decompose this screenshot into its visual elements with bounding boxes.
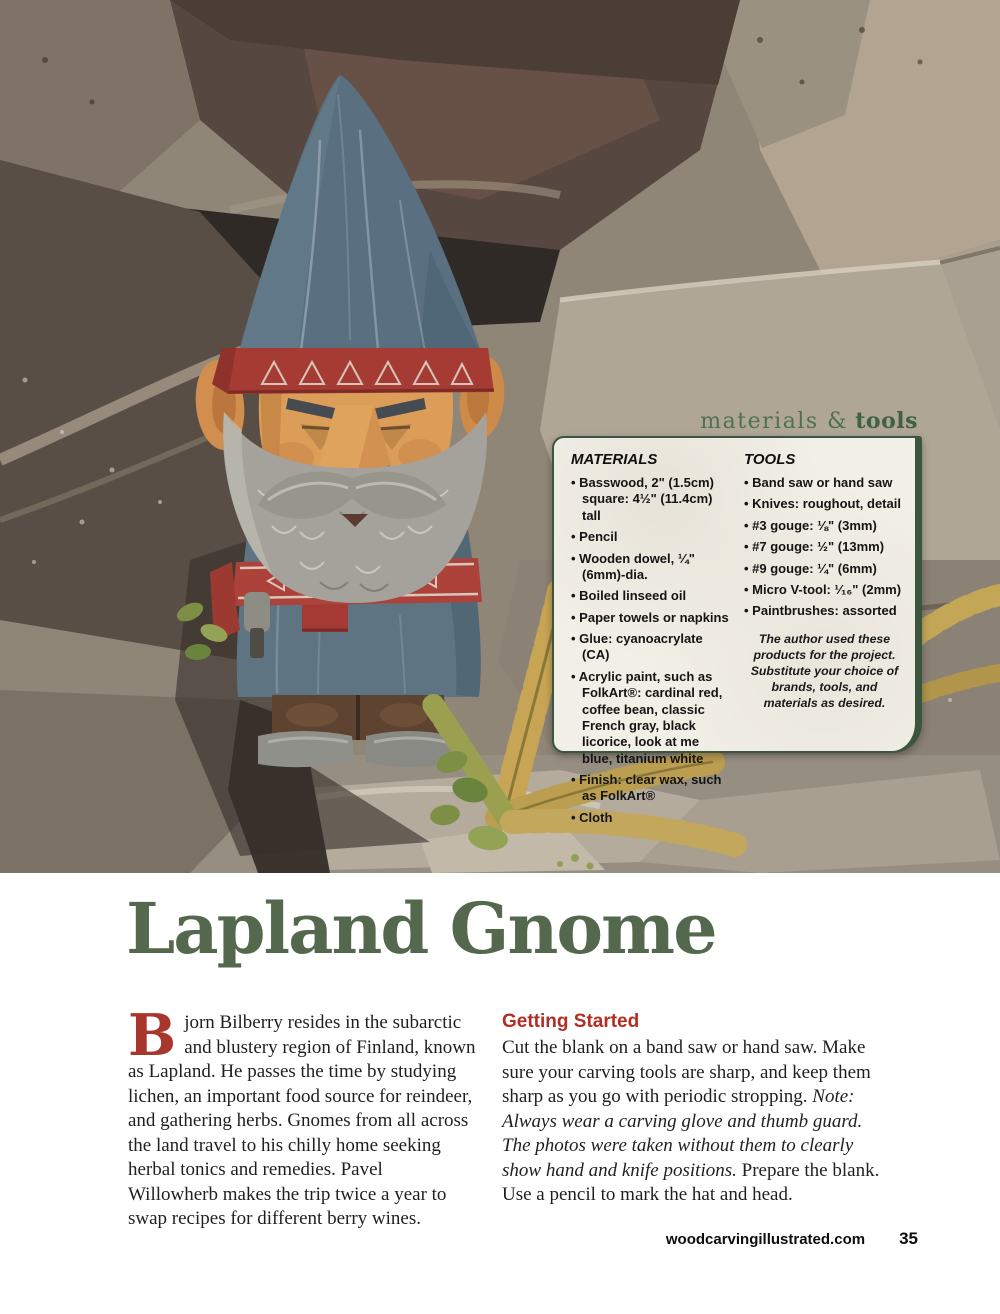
list-item: • Paintbrushes: assorted (744, 603, 905, 619)
article-title: Lapland Gnome (126, 887, 716, 970)
gnome-hat-band (212, 348, 494, 394)
gs-text-1: Cut the blank on a band saw or hand saw. Make sure your carving tools are sharp, and keep them sharp as you go with periodic stropping. (502, 1037, 871, 1107)
list-item: • Boiled linseed oil (571, 588, 732, 604)
list-item: • Pencil (571, 529, 732, 545)
intro-text: jorn Bilberry resides in the subarctic and blustery region of Finland, known as Lapland. He passes the time by studying lichen, an important food source for reindeer, and gathering herbs. Gnomes from all across the land travel to his chilly home seeking herbal tonics and remedies. Pavel Willowherb makes the trip twice a year to swap recipes for different berry wines. (128, 1012, 476, 1229)
list-item: • Band saw or hand saw (744, 475, 905, 491)
list-item: • Micro V-tool: ¹⁄₁₆" (2mm) (744, 582, 905, 598)
tools-column (744, 451, 905, 743)
list-item: • Knives: roughout, detail (744, 496, 905, 512)
list-item: • #7 gouge: ½" (13mm) (744, 539, 905, 555)
list-item: • #3 gouge: ⅛" (3mm) (744, 518, 905, 534)
materials-column (571, 451, 732, 825)
drop-cap: B (128, 1002, 177, 1069)
getting-started-column (502, 1011, 886, 1232)
materials-title: MATERIALS (571, 451, 658, 468)
materials-tools-box (552, 408, 922, 825)
tools-list (744, 475, 905, 620)
intro-column (128, 1002, 476, 1232)
materials-word: materials (700, 409, 819, 434)
getting-started-heading: Getting Started (502, 1011, 640, 1032)
list-item: • Paper towels or napkins (571, 610, 732, 626)
gs-note-italic: Note: Always wear a carving glove and thumb guard. The photos were taken without them to clearly show hand and knife positions. (502, 1086, 863, 1181)
materials-list (571, 475, 732, 826)
getting-started-paragraph (502, 1036, 886, 1208)
list-item: • Cloth (571, 810, 732, 826)
ampersand: & (827, 409, 847, 434)
list-item: • Wooden dowel, ¼" (6mm)-dia. (571, 551, 732, 584)
materials-note: The author used these products for the project. Substitute your choice of brands, tools, and materials as desired. (750, 631, 899, 710)
page-number: 35 (899, 1229, 918, 1248)
list-item: • Glue: cyanoacrylate (CA) (571, 631, 732, 664)
list-item: • Finish: clear wax, such as FolkArt® (571, 772, 732, 805)
list-item: • Acrylic paint, such as FolkArt®: cardinal red, coffee bean, classic French gray, black licorice, look at me blue, titanium white (571, 669, 732, 767)
gs-text-2: Prepare the blank. Use a pencil to mark the hat and head. (502, 1159, 880, 1205)
materials-tools-label (700, 408, 918, 434)
tools-word: tools (855, 408, 918, 434)
list-item: • Basswood, 2" (1.5cm) square: 4½" (11.4cm) tall (571, 475, 732, 524)
intro-paragraph (128, 1002, 476, 1232)
page-footer (666, 1229, 918, 1249)
tools-title: TOOLS (744, 451, 796, 468)
list-item: • #9 gouge: ¼" (6mm) (744, 561, 905, 577)
footer-site: woodcarvingillustrated.com (665, 1231, 866, 1248)
article-section (0, 873, 1000, 1314)
